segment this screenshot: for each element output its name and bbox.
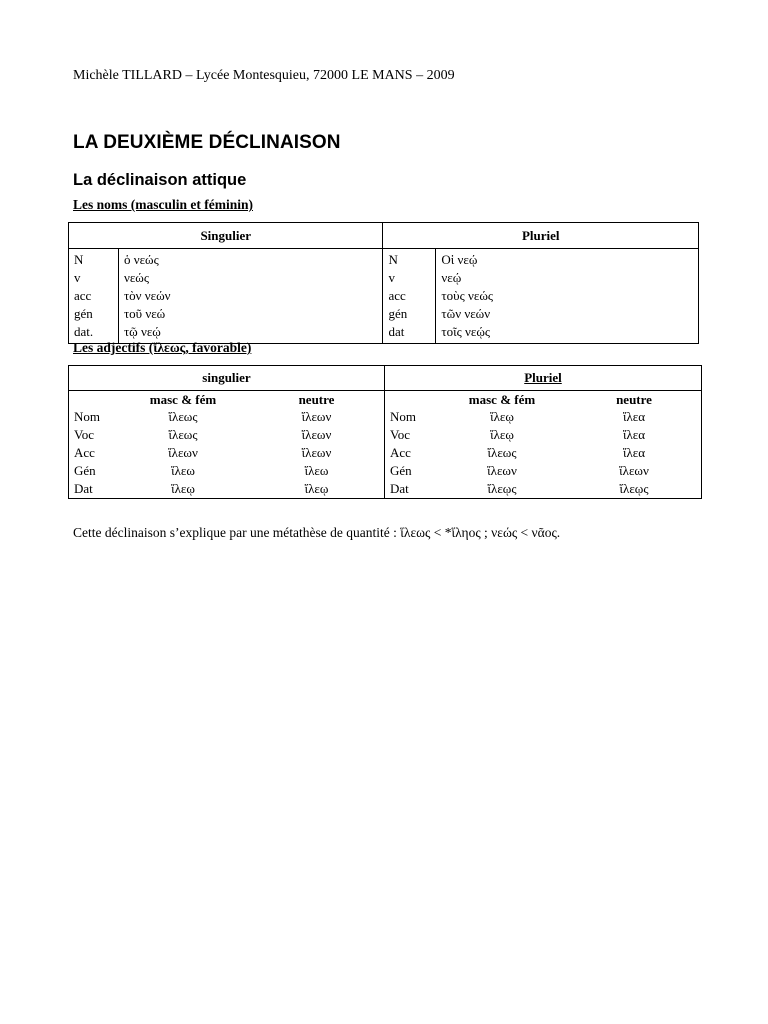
greek-form: τοῖς νεῴς xyxy=(441,324,491,339)
case-label: dat xyxy=(388,324,405,339)
case-label: v xyxy=(388,270,395,285)
plural-header xyxy=(385,366,702,391)
greek-form: ἵλεῳ xyxy=(490,409,514,424)
table-header-row xyxy=(69,223,699,249)
page-title: LA DEUXIÈME DÉCLINAISON xyxy=(73,132,341,153)
singular-header: singulier xyxy=(69,366,385,391)
greek-form: τὸν νεών xyxy=(123,288,171,303)
case-label: Acc xyxy=(390,445,411,460)
singular-case-column xyxy=(69,249,119,344)
greek-form: τοῦ νεώ xyxy=(123,306,166,321)
adjectives-declension-table xyxy=(68,365,702,499)
table-header-row xyxy=(69,366,702,391)
greek-form: ἵλεων xyxy=(301,445,332,460)
greek-form: τοὺς νεώς xyxy=(441,288,494,303)
greek-form: ἵλεα xyxy=(622,445,646,460)
greek-form: ἵλεῳ xyxy=(304,481,329,496)
case-label: dat. xyxy=(74,324,94,339)
plural-header: Pluriel xyxy=(383,223,699,249)
adjectives-section-label: Les adjectifs (ἵλεως, favorable) xyxy=(73,340,252,355)
case-label: N xyxy=(388,252,398,267)
case-label: gén xyxy=(74,306,93,321)
case-label: N xyxy=(74,252,84,267)
plural-group xyxy=(385,391,702,499)
greek-form: ἵλεως xyxy=(487,445,517,460)
case-label: Dat xyxy=(390,481,409,496)
nouns-section-label: Les noms (masculin et féminin) xyxy=(73,197,253,212)
explanation-note: Cette déclinaison s’explique par une métathèse de quantité : ἵλεως < *ἵληος ; νεώς < νᾶος. xyxy=(73,525,561,540)
greek-form: ἵλεα xyxy=(622,409,646,424)
greek-form: ἵλεων xyxy=(301,427,332,442)
plural-header-text: Pluriel xyxy=(524,370,562,385)
greek-form: ἵλεων xyxy=(619,463,649,478)
table-row xyxy=(69,249,699,344)
case-label: acc xyxy=(388,288,406,303)
greek-form: ὁ νεώς xyxy=(123,252,159,267)
greek-form: Οἱ νεῴ xyxy=(441,252,478,267)
document-header: Michèle TILLARD – Lycée Montesquieu, 72000 LE MANS – 2009 xyxy=(73,68,455,83)
plural-case-column xyxy=(383,249,436,344)
case-label: Gén xyxy=(74,463,96,478)
case-label: Voc xyxy=(74,427,94,442)
greek-form: τῷ νεῴ xyxy=(123,324,161,339)
case-label: Gén xyxy=(390,463,412,478)
case-header-blank xyxy=(69,391,117,408)
greek-form: ἵλεω xyxy=(304,463,329,478)
neutre-header: neutre xyxy=(298,392,335,407)
case-label: Nom xyxy=(390,409,416,424)
case-label: gén xyxy=(388,306,408,321)
plural-forms-column xyxy=(436,249,699,344)
case-label: Voc xyxy=(390,427,410,442)
nouns-declension-table xyxy=(68,222,699,344)
greek-form: νεῴ xyxy=(441,270,462,285)
case-label: acc xyxy=(74,288,92,303)
greek-form: ἵλεῳ xyxy=(171,481,195,496)
neutre-header: neutre xyxy=(616,392,652,407)
section-subtitle: La déclinaison attique xyxy=(73,171,247,189)
greek-form: ἵλεῳς xyxy=(487,481,517,496)
greek-form: ἵλεων xyxy=(487,463,517,478)
greek-form: ἵλεων xyxy=(168,445,198,460)
singular-group xyxy=(69,391,385,499)
singular-header: Singulier xyxy=(69,223,383,249)
case-label: v xyxy=(74,270,81,285)
greek-form: ἵλεω xyxy=(171,463,195,478)
masc-fem-header: masc & fém xyxy=(149,392,217,407)
greek-form: ἵλεων xyxy=(301,409,332,424)
case-label: Dat xyxy=(74,481,93,496)
singular-forms-column xyxy=(118,249,383,344)
greek-form: τῶν νεών xyxy=(441,306,491,321)
greek-form: ἵλεως xyxy=(168,409,198,424)
case-label: Nom xyxy=(74,409,100,424)
table-row xyxy=(69,391,702,499)
greek-form: νεώς xyxy=(123,270,149,285)
greek-form: ἵλεῳς xyxy=(619,481,649,496)
greek-form: ἵλεα xyxy=(622,427,646,442)
greek-form: ἵλεως xyxy=(168,427,198,442)
case-header-blank xyxy=(385,391,437,408)
masc-fem-header: masc & fém xyxy=(468,392,536,407)
greek-form: ἵλεῳ xyxy=(490,427,514,442)
case-label: Acc xyxy=(74,445,95,460)
